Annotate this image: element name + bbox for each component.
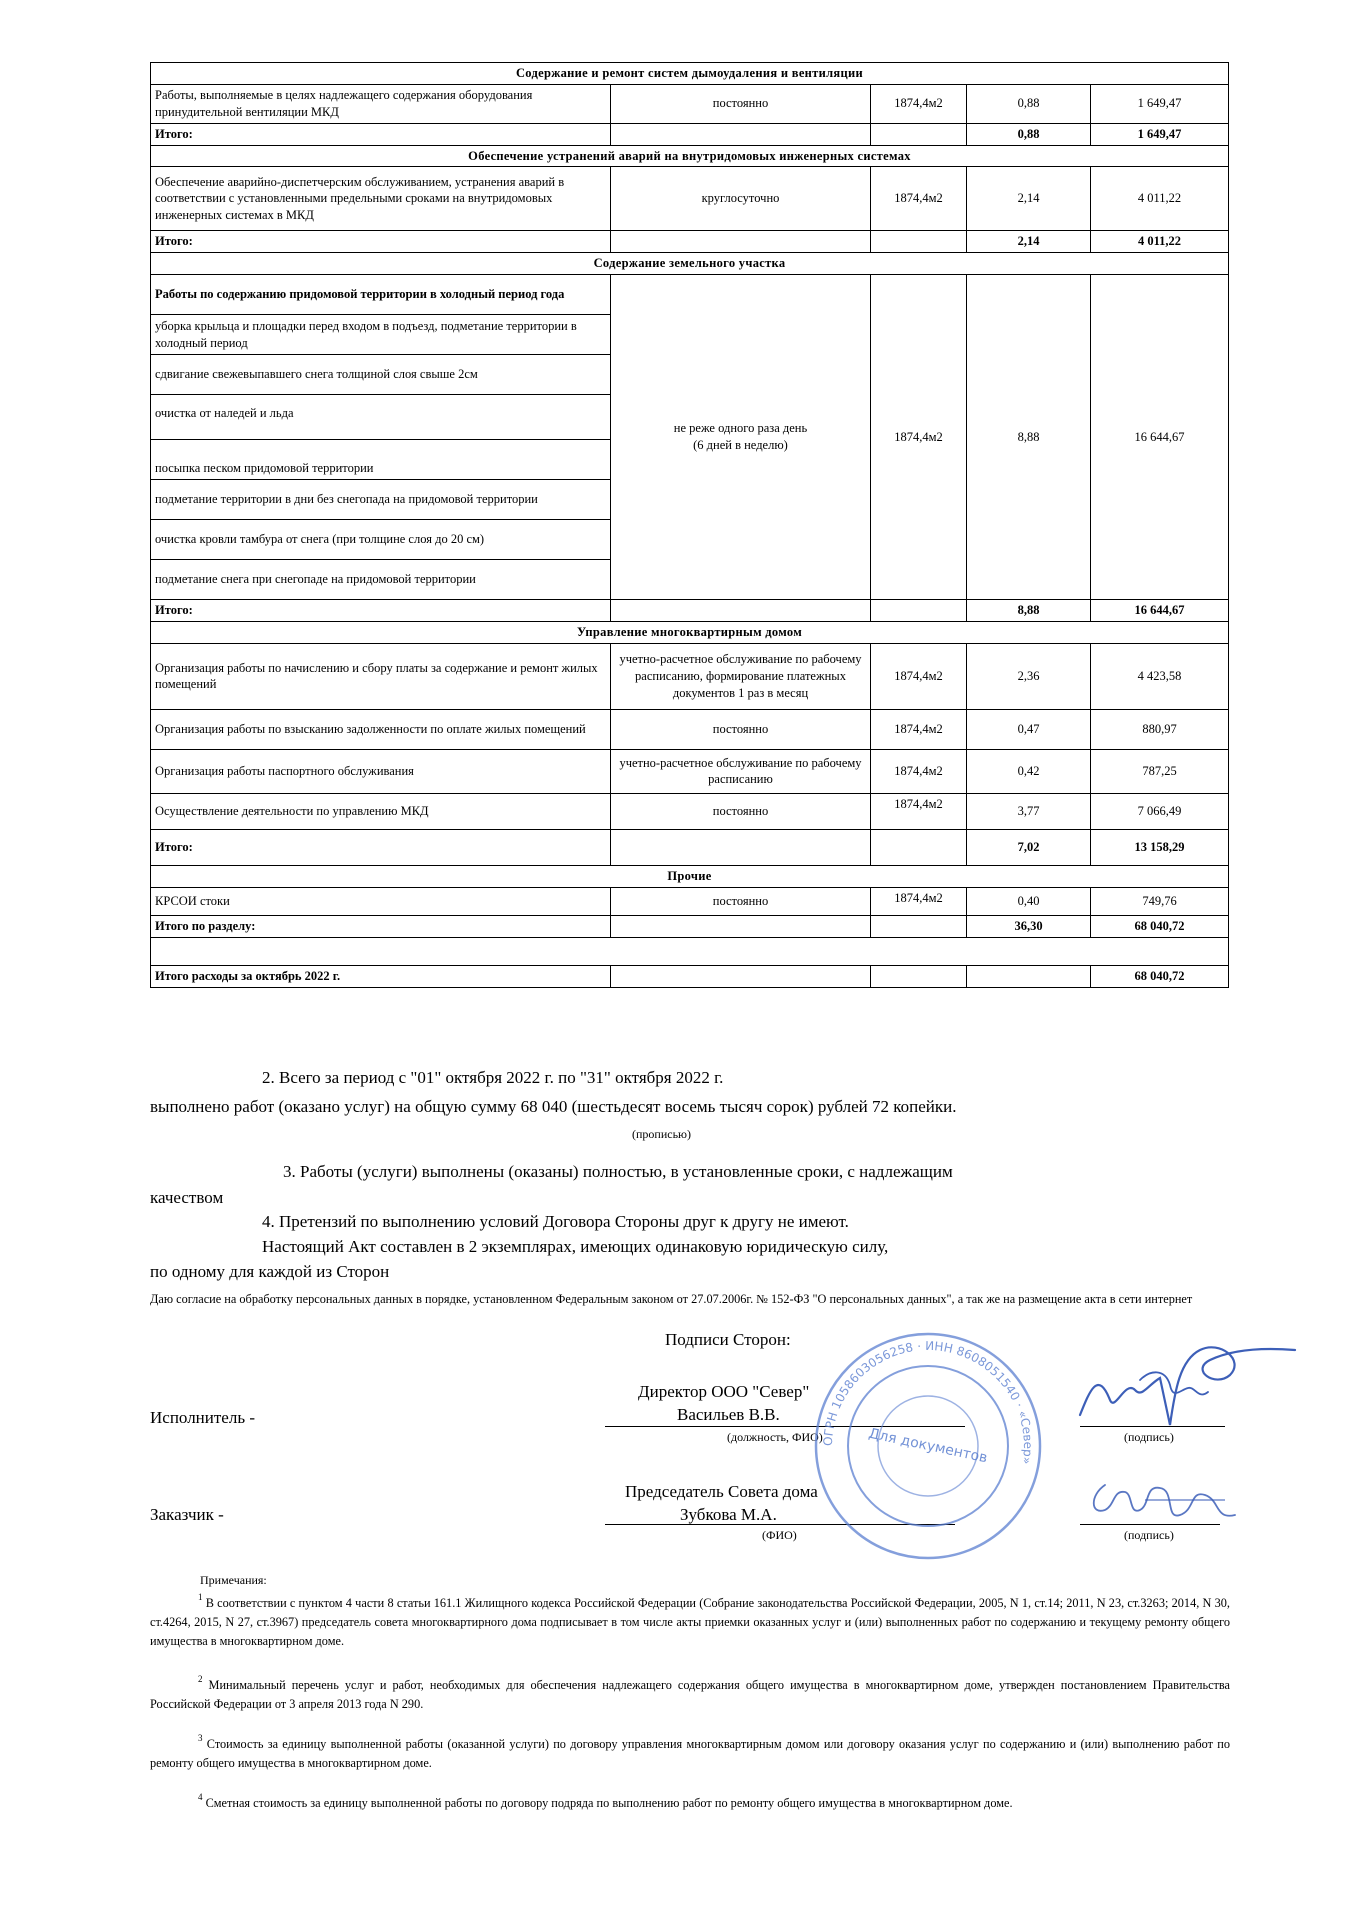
row-name: КРСОИ стоки (151, 887, 611, 915)
company-stamp (808, 1326, 1048, 1566)
customer-label: Заказчик - (150, 1505, 224, 1524)
section-total-sum: 68 040,72 (1091, 915, 1229, 937)
land-item: уборка крыльца и площадки перед входом в подъезд, подметание территории в холодный период (151, 315, 611, 355)
row-sum: 7 066,49 (1091, 793, 1229, 829)
note-2-number: 2 (198, 1674, 203, 1684)
empty-row (151, 937, 1229, 965)
row-sum: 4 011,22 (1091, 167, 1229, 231)
row-period: учетно-расчетное обслуживание по рабочему расписанию (611, 749, 871, 793)
row-name: Осуществление деятельности по управлению МКД (151, 793, 611, 829)
grand-total-sum: 68 040,72 (1091, 965, 1229, 987)
services-table (150, 62, 1229, 988)
paragraph-5-cont: по одному для каждой из Сторон (150, 1262, 390, 1281)
customer-position: Председатель Совета дома (625, 1482, 818, 1501)
row-volume: 1874,4м2 (871, 793, 967, 829)
total-sum: 4 011,22 (1091, 231, 1229, 253)
note-2 (150, 1676, 1230, 1714)
row-sum: 880,97 (1091, 709, 1229, 749)
signatures-heading: Подписи Сторон: (665, 1330, 791, 1349)
customer-hint: (ФИО) (762, 1528, 797, 1542)
land-item: сдвигание свежевыпавшего снега толщиной слоя свыше 2см (151, 355, 611, 395)
row-name: Организация работы паспортного обслуживания (151, 749, 611, 793)
notes-heading: Примечания: (200, 1573, 267, 1587)
land-item: очистка от наледей и льда (151, 395, 611, 440)
total-sum: 1 649,47 (1091, 123, 1229, 145)
row-period: учетно-расчетное обслуживание по рабочему расписанию, формирование платежных документов 1 раз в месяц (611, 643, 871, 709)
row-name: Организация работы по начислению и сбору платы за содержание и ремонт жилых помещений (151, 643, 611, 709)
note-4-text: Сметная стоимость за единицу выполненной работы по договору подряда по выполнению работ по ремонту общего имущества в многоквартирном доме. (205, 1796, 1013, 1810)
section-total-label: Итого по разделу: (151, 915, 611, 937)
note-2-text: Минимальный перечень услуг и работ, необходимых для обеспечения надлежащего содержания общего имущества в многоквартирном доме, утвержден постановлением Правительства Российской Федерации от 3 апреля 2013 года N 290. (150, 1678, 1231, 1712)
paragraph-3: 3. Работы (услуги) выполнены (оказаны) полностью, в установленные сроки, с надлежащим (283, 1162, 953, 1181)
land-sum: 16 644,67 (1091, 275, 1229, 600)
row-rate: 2,36 (967, 643, 1091, 709)
row-volume: 1874,4м2 (871, 709, 967, 749)
total-label: Итого: (151, 600, 611, 622)
section-title-other: Прочие (151, 865, 1229, 887)
stamp-ring-text: ОГРН 1058603056258 · ИНН 8608051540 · «Север» (820, 1338, 1036, 1466)
executor-sign-hint: (подпись) (1124, 1430, 1174, 1444)
paragraph-4: 4. Претензий по выполнению условий Договора Стороны друг к другу не имеют. (262, 1212, 849, 1231)
executor-hint: (должность, ФИО) (727, 1430, 823, 1444)
row-rate: 0,47 (967, 709, 1091, 749)
grand-total-label: Итого расходы за октябрь 2022 г. (151, 965, 611, 987)
row-sum: 1 649,47 (1091, 84, 1229, 123)
row-volume: 1874,4м2 (871, 749, 967, 793)
paragraph-2-hint: (прописью) (632, 1127, 692, 1141)
row-period: круглосуточно (611, 167, 871, 231)
paragraph-2: 2. Всего за период с "01" октября 2022 г. по "31" октября 2022 г. (262, 1068, 724, 1087)
row-rate: 0,40 (967, 887, 1091, 915)
row-sum: 4 423,58 (1091, 643, 1229, 709)
section-title-land: Содержание земельного участка (151, 253, 1229, 275)
land-volume: 1874,4м2 (871, 275, 967, 600)
row-name: Работы, выполняемые в целях надлежащего содержания оборудования принудительной вентиляции МКД (151, 84, 611, 123)
row-rate: 0,88 (967, 84, 1091, 123)
total-rate: 2,14 (967, 231, 1091, 253)
row-volume: 1874,4м2 (871, 84, 967, 123)
note-1-text: В соответствии с пунктом 4 части 8 статьи 161.1 Жилищного кодекса Российской Федерации (Собрание законодательства Российской Федерации, 2005, N 1, ст.14; 2011, N 23, ст.3263; 2014, N 30, ст.4264, 2015, N 27, ст.3967) председатель совета многоквартирного дома подписывает в том числе акты приемки оказанных услуг и (или) выполненных работ по содержанию и текущему ремонту общего имущества в многоквартирном доме. (150, 1596, 1230, 1649)
total-label: Итого: (151, 829, 611, 865)
executor-signature (1070, 1330, 1300, 1440)
note-4-number: 4 (198, 1792, 203, 1802)
land-item: Работы по содержанию придомовой территории в холодный период года (151, 275, 611, 315)
customer-name: Зубкова М.А. (680, 1505, 777, 1524)
land-item: посыпка песком придомовой территории (151, 440, 611, 480)
land-period (611, 275, 871, 600)
total-rate: 8,88 (967, 600, 1091, 622)
total-rate: 0,88 (967, 123, 1091, 145)
land-item: подметание снега при снегопаде на придомовой территории (151, 560, 611, 600)
stamp-center-text: Для документов (867, 1425, 989, 1467)
note-3 (150, 1735, 1230, 1773)
customer-sign-hint: (подпись) (1124, 1528, 1174, 1542)
land-item: очистка кровли тамбура от снега (при толщине слоя до 20 см) (151, 520, 611, 560)
total-rate: 7,02 (967, 829, 1091, 865)
row-volume: 1874,4м2 (871, 167, 967, 231)
row-period: постоянно (611, 887, 871, 915)
land-item: подметание территории в дни без снегопада на придомовой территории (151, 480, 611, 520)
section-total-rate: 36,30 (967, 915, 1091, 937)
land-rate: 8,88 (967, 275, 1091, 600)
note-1-number: 1 (198, 1592, 203, 1602)
row-rate: 2,14 (967, 167, 1091, 231)
row-period: постоянно (611, 84, 871, 123)
row-period: постоянно (611, 709, 871, 749)
total-sum: 13 158,29 (1091, 829, 1229, 865)
paragraph-5: Настоящий Акт составлен в 2 экземплярах, имеющих одинаковую юридическую силу, (262, 1237, 889, 1256)
row-volume: 1874,4м2 (871, 887, 967, 915)
paragraph-3-cont: качеством (150, 1188, 224, 1207)
row-period: постоянно (611, 793, 871, 829)
total-sum: 16 644,67 (1091, 600, 1229, 622)
total-label: Итого: (151, 123, 611, 145)
row-name: Организация работы по взысканию задолженности по оплате жилых помещений (151, 709, 611, 749)
land-period-line1: не реже одного раза день (673, 421, 808, 436)
row-rate: 3,77 (967, 793, 1091, 829)
executor-label: Исполнитель - (150, 1408, 255, 1427)
row-sum: 787,25 (1091, 749, 1229, 793)
row-name: Обеспечение аварийно-диспетчерским обслуживанием, устранения аварий в соответствии с установленными предельными сроками на внутридомовых инженерных системах в МКД (151, 167, 611, 231)
note-3-text: Стоимость за единицу выполненной работы (оказанной услуги) по договору управления многоквартирным домом или договору оказания услуг по содержанию и (или) выполнению работ по ремонту общего имущества в многоквартирном доме. (150, 1737, 1230, 1771)
land-period-line2: (6 дней в неделю) (693, 438, 788, 453)
section-title-management: Управление многоквартирным домом (151, 622, 1229, 644)
executor-name: Васильев В.В. (677, 1405, 780, 1424)
note-1 (150, 1594, 1230, 1651)
section-title-emergency: Обеспечение устранений аварий на внутридомовых инженерных системах (151, 145, 1229, 167)
executor-position: Директор ООО "Север" (638, 1382, 810, 1401)
section-title-ventilation: Содержание и ремонт систем дымоудаления и вентиляции (151, 63, 1229, 85)
note-3-number: 3 (198, 1733, 203, 1743)
paragraph-2-cont: выполнено работ (оказано услуг) на общую сумму 68 040 (шестьдесят восемь тысяч сорок) рублей 72 копейки. (150, 1097, 957, 1116)
total-label: Итого: (151, 231, 611, 253)
row-rate: 0,42 (967, 749, 1091, 793)
consent-text: Даю согласие на обработку персональных данных в порядке, установленном Федеральным законом от 27.07.2006г. № 152-ФЗ "О персональных данных", а так же на размещение акта в сети интернет (150, 1292, 1193, 1306)
note-4 (150, 1794, 1230, 1813)
row-volume: 1874,4м2 (871, 643, 967, 709)
row-sum: 749,76 (1091, 887, 1229, 915)
customer-signature (1085, 1470, 1245, 1540)
